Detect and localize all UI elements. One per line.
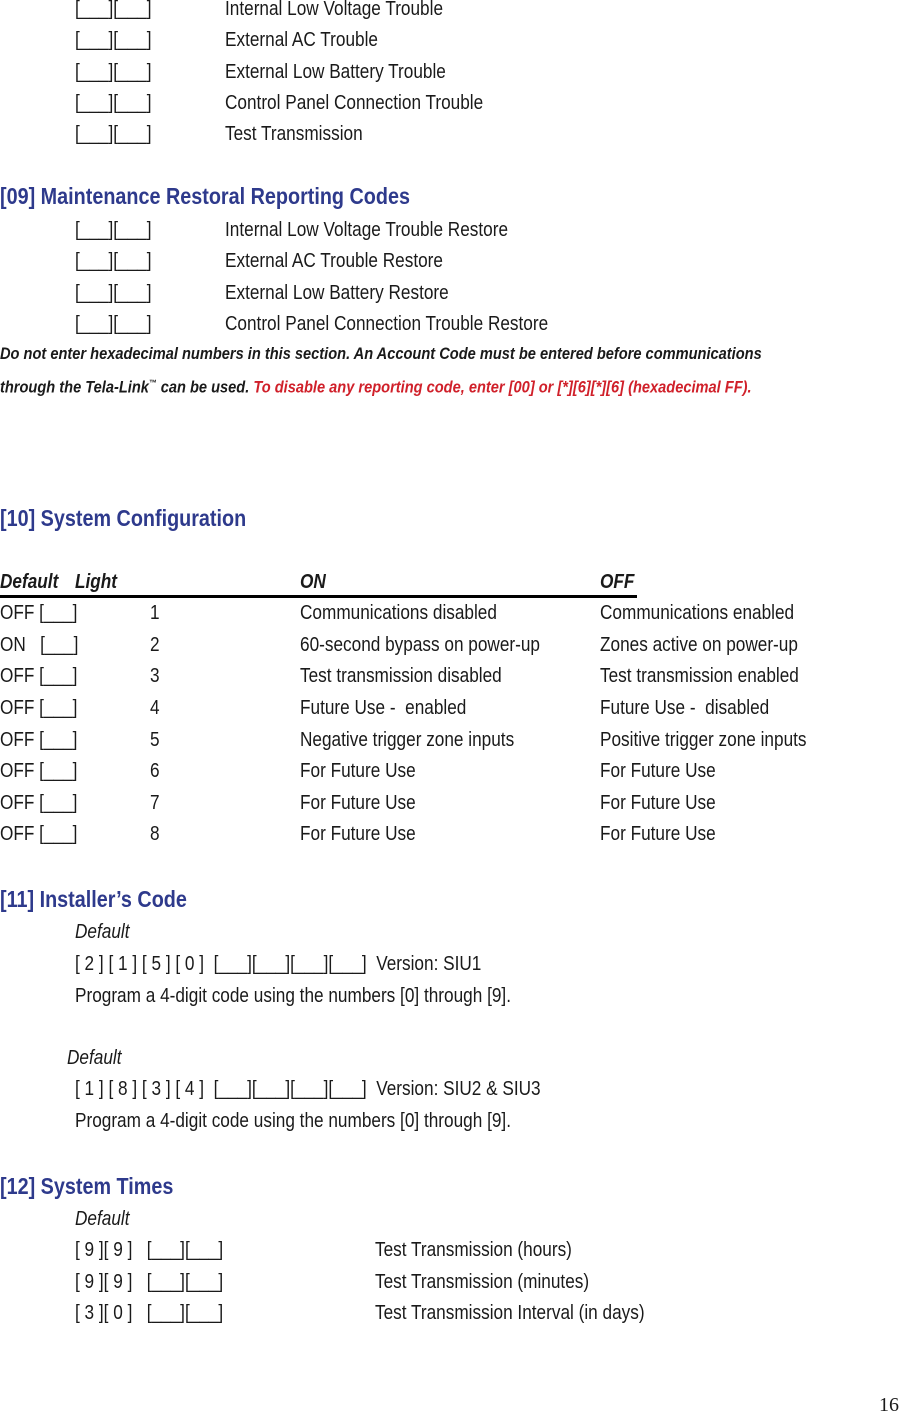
cell-light: 3 — [150, 665, 160, 687]
installer-code-siu2-siu3: [ 1 ] [ 8 ] [ 3 ] [ 4 ] [___][___][___][___] Version: SIU2 & SIU3 — [75, 1078, 541, 1100]
code-box: [ 3 ][ 0 ] [___][___] — [75, 1302, 224, 1324]
installer-code-instruction: Program a 4-digit code using the numbers [0] through [9]. — [75, 985, 511, 1007]
code-box: [___][___] — [75, 282, 152, 304]
item-label: Test Transmission (minutes) — [375, 1271, 590, 1293]
item-label: External AC Trouble — [225, 29, 378, 51]
item-label: Control Panel Connection Trouble Restore — [225, 313, 549, 335]
item-label: Test Transmission (hours) — [375, 1239, 572, 1261]
code-box: [___][___] — [75, 61, 152, 83]
cell-off: For Future Use — [600, 823, 716, 845]
code-box: [___][___] — [75, 0, 152, 20]
page-number: 16 — [879, 1394, 899, 1416]
default-label: Default — [75, 921, 130, 943]
code-box: [ 9 ][ 9 ] [___][___] — [75, 1239, 224, 1261]
cell-on: 60-second bypass on power-up — [300, 634, 540, 656]
header-on: ON — [300, 571, 326, 593]
cell-on: For Future Use — [300, 823, 416, 845]
section-09-note-line-2: through the Tela-Link™ can be used. To disable any reporting code, enter [00] or [*][6][*][6] (hexadecimal FF). — [0, 377, 752, 397]
section-09-note-line-1: Do not enter hexadecimal numbers in this section. An Account Code must be entered before communications — [0, 344, 762, 363]
code-box: [___][___] — [75, 250, 152, 272]
cell-default: ON [___] — [0, 634, 79, 656]
cell-default: OFF [___] — [0, 665, 78, 687]
cell-default: OFF [___] — [0, 823, 78, 845]
header-off: OFF — [600, 571, 635, 593]
cell-on: Communications disabled — [300, 602, 497, 624]
cell-off: Future Use - disabled — [600, 697, 770, 719]
code-box: [___][___] — [75, 219, 152, 241]
cell-light: 5 — [150, 729, 160, 751]
item-label: Test Transmission Interval (in days) — [375, 1302, 645, 1324]
cell-off: Positive trigger zone inputs — [600, 729, 807, 751]
cell-light: 1 — [150, 602, 160, 624]
cell-on: For Future Use — [300, 792, 416, 814]
code-box: [___][___] — [75, 123, 152, 145]
code-box: [ 9 ][ 9 ] [___][___] — [75, 1271, 224, 1293]
cell-on: Negative trigger zone inputs — [300, 729, 515, 751]
cell-default: OFF [___] — [0, 729, 78, 751]
cell-off: Zones active on power-up — [600, 634, 798, 656]
cell-light: 6 — [150, 760, 160, 782]
item-label: Internal Low Voltage Trouble — [225, 0, 444, 20]
code-box: [___][___] — [75, 29, 152, 51]
section-09-title: [09] Maintenance Restoral Reporting Codes — [0, 183, 410, 209]
trademark-symbol: ™ — [148, 378, 157, 388]
item-label: External Low Battery Trouble — [225, 61, 446, 83]
section-11-title: [11] Installer’s Code — [0, 886, 187, 912]
installer-code-siu1: [ 2 ] [ 1 ] [ 5 ] [ 0 ] [___][___][___][___] Version: SIU1 — [75, 953, 482, 975]
installer-code-instruction: Program a 4-digit code using the numbers [0] through [9]. — [75, 1110, 511, 1132]
cell-default: OFF [___] — [0, 602, 78, 624]
code-box: [___][___] — [75, 313, 152, 335]
section-10-title: [10] System Configuration — [0, 505, 247, 531]
cell-default: OFF [___] — [0, 697, 78, 719]
item-label: External Low Battery Restore — [225, 282, 449, 304]
cell-on: For Future Use — [300, 760, 416, 782]
cell-light: 4 — [150, 697, 160, 719]
cell-on: Future Use - enabled — [300, 697, 467, 719]
default-label: Default — [75, 1208, 130, 1230]
item-label: External AC Trouble Restore — [225, 250, 443, 272]
default-label: Default — [67, 1047, 122, 1069]
cell-off: For Future Use — [600, 760, 716, 782]
header-light: Light — [75, 571, 118, 593]
cell-on: Test transmission disabled — [300, 665, 502, 687]
item-label: Internal Low Voltage Trouble Restore — [225, 219, 509, 241]
cell-default: OFF [___] — [0, 760, 78, 782]
item-label: Control Panel Connection Trouble — [225, 92, 484, 114]
config-table-header — [0, 571, 637, 598]
code-box: [___][___] — [75, 92, 152, 114]
cell-light: 2 — [150, 634, 160, 656]
cell-off: For Future Use — [600, 792, 716, 814]
section-12-title: [12] System Times — [0, 1173, 174, 1199]
warning-text: To disable any reporting code, enter [00] or [*][6][*][6] (hexadecimal FF). — [249, 377, 752, 397]
cell-off: Communications enabled — [600, 602, 795, 624]
cell-default: OFF [___] — [0, 792, 78, 814]
cell-off: Test transmission enabled — [600, 665, 799, 687]
cell-light: 7 — [150, 792, 160, 814]
cell-light: 8 — [150, 823, 160, 845]
header-default: Default — [0, 571, 59, 593]
item-label: Test Transmission — [225, 123, 363, 145]
